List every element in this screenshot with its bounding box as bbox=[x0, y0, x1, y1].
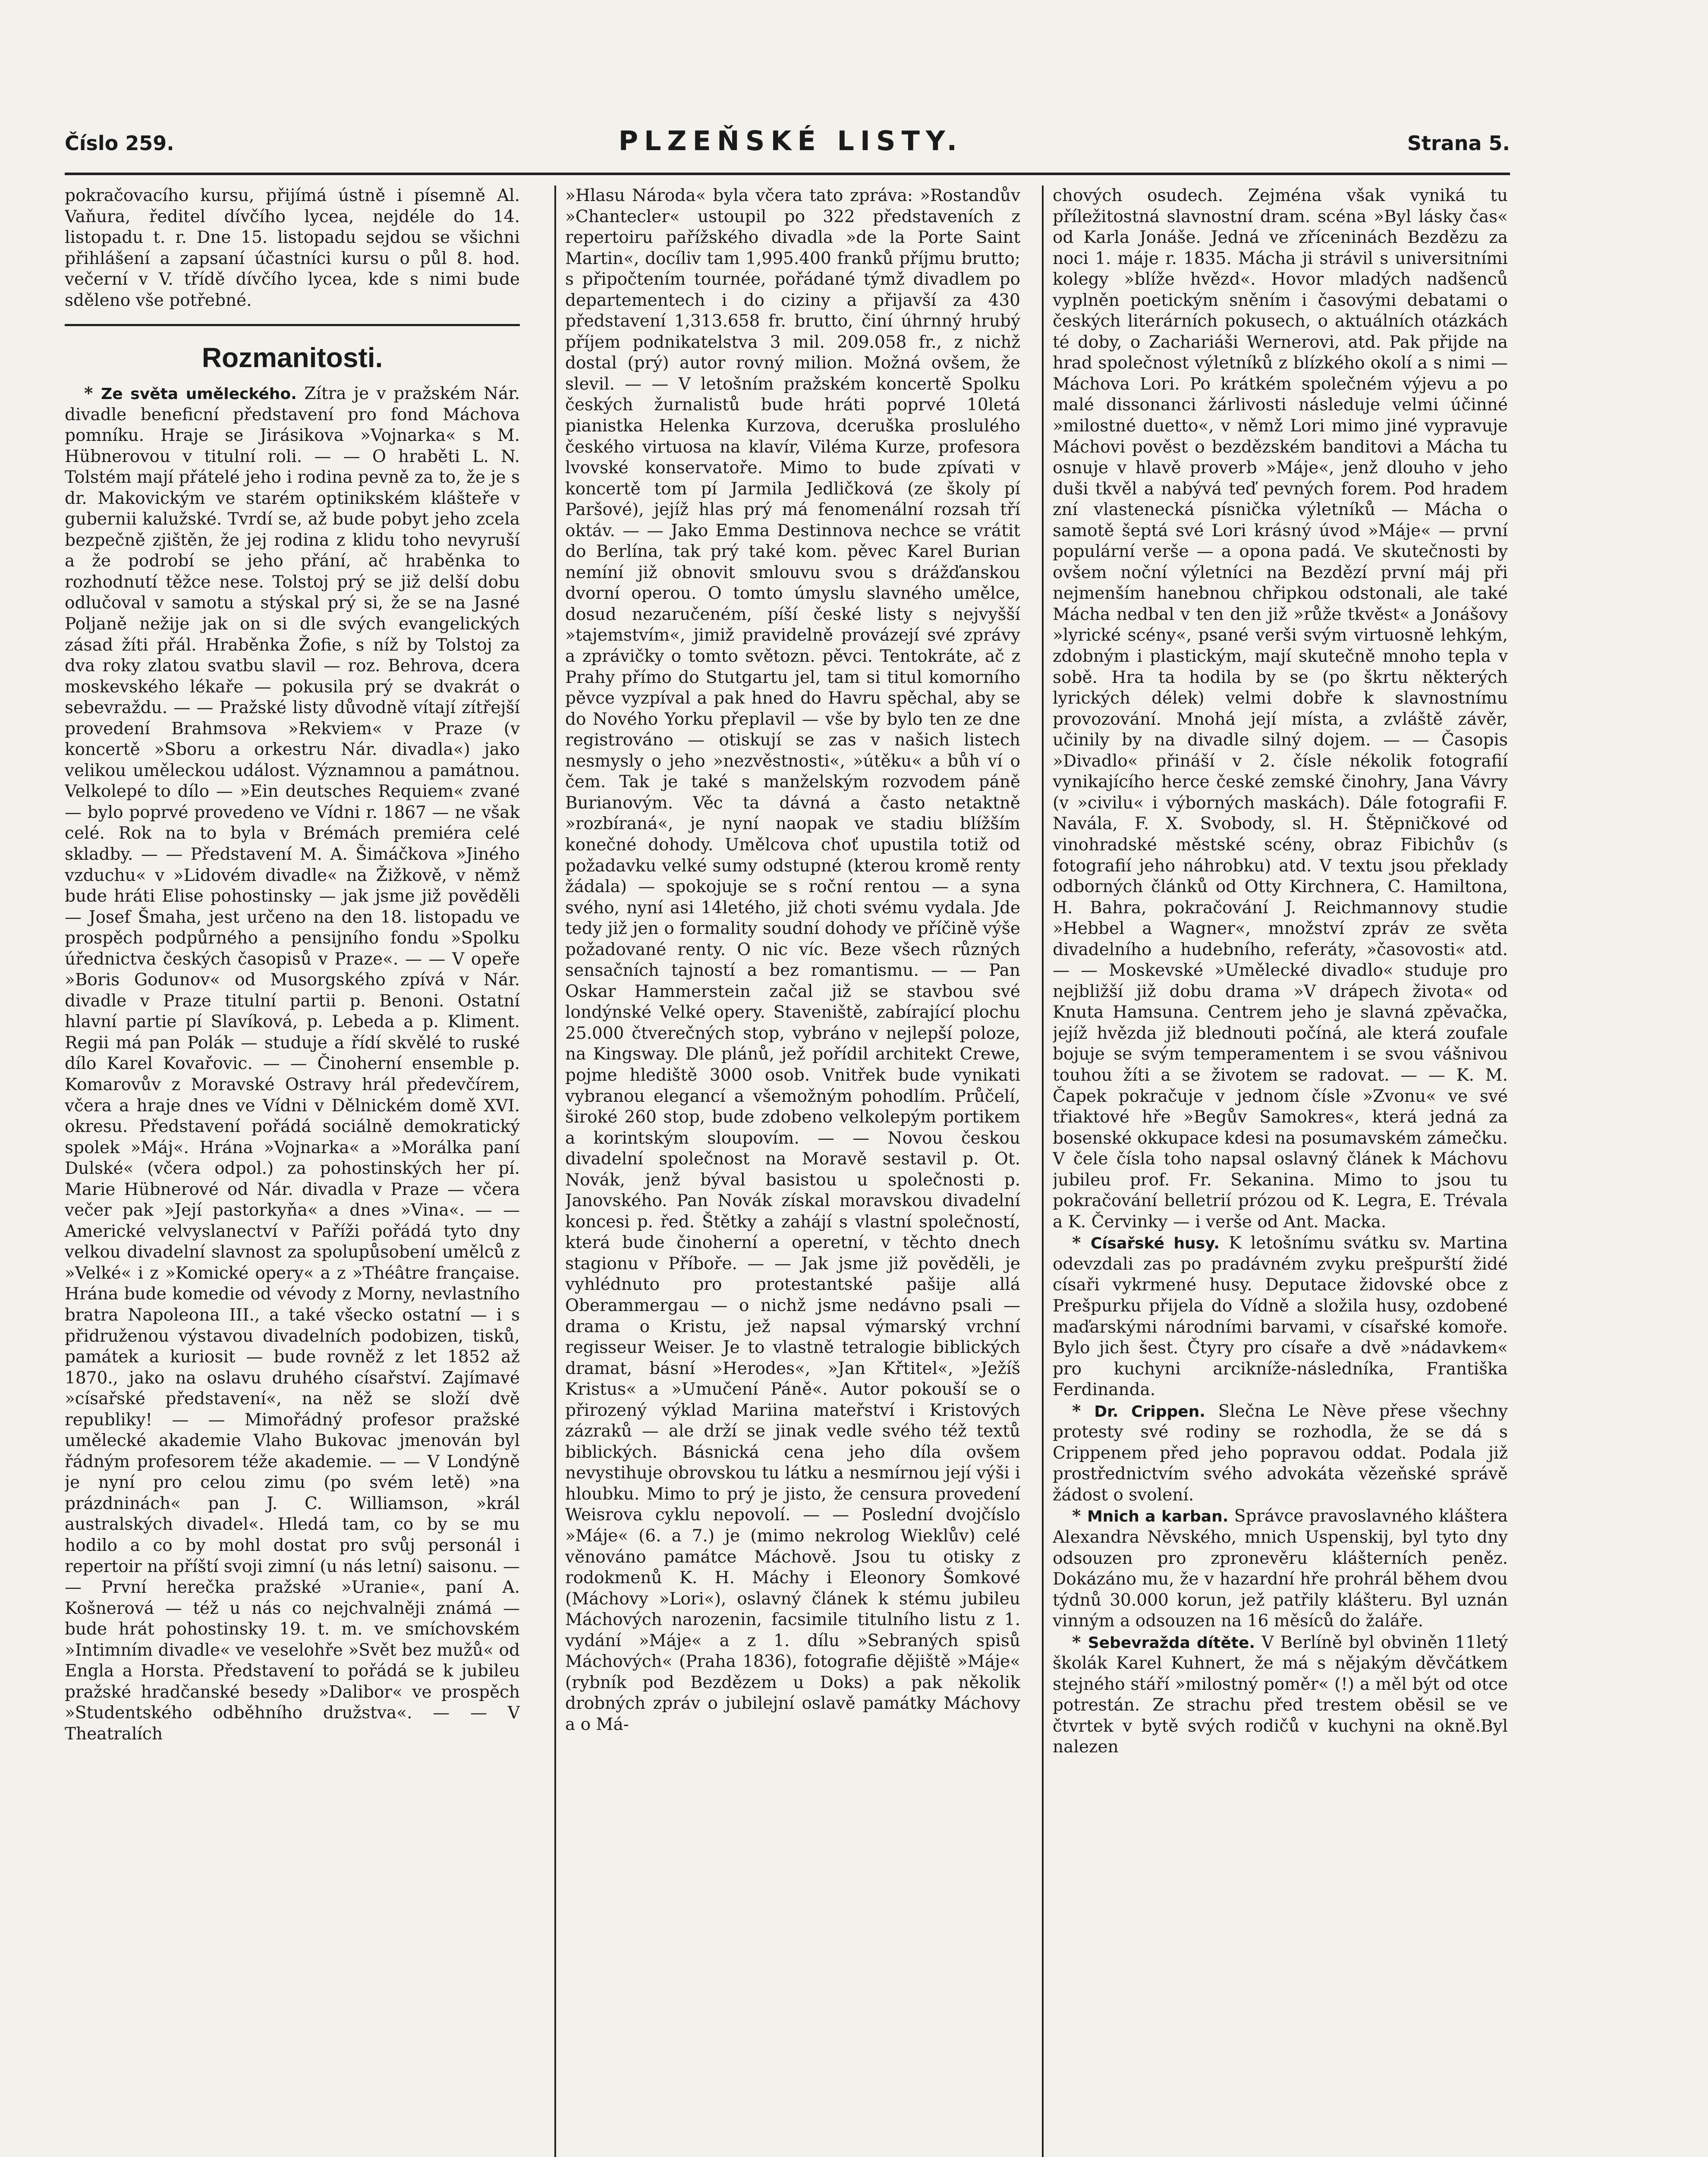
page-header bbox=[65, 125, 1510, 164]
article-art-world bbox=[65, 383, 520, 1745]
article-heading: Dr. Crippen. bbox=[1094, 1402, 1205, 1421]
star-marker: * bbox=[1072, 1233, 1091, 1253]
section-divider bbox=[65, 324, 520, 326]
article-body: Správce pravoslavného kláštera Alexandra Něvského, mnich Uspenskij, byl tyto dny odsouzen pro zpronevěru klášterních peněz. Dokázáno mu, že v hazardní hře prohrál během dvou týdnů 30.000 korun, jež patřily klášteru. Byl uznán vinným a odsouzen na 16 měsíců do žaláře. bbox=[1053, 1506, 1508, 1631]
masthead-title: PLZEŇSKÉ LISTY. bbox=[618, 125, 963, 157]
article-child-suicide bbox=[1053, 1632, 1508, 1758]
article-body: chových osudech. Zejména však vyniká tu příležitostná slavnostní dram. scéna »Byl lásky čas« od Karla Jonáše. Jedná ve zříceninách Bezdězu za noci 1. máje r. 1835. Mácha ji strávil s universitními kolegy »blíže hvězd«. Hovor mladých nadšenců vyplněn poetickým sněním i časovými debatami o českých literárních pokusech, o aktuálních otázkách té doby, o Zachariáši Wernerovi, atd. Pak přijde na hrad společnost výletníků z blízkého okolí a s nimi — Máchova Lori. Po krátkém společném výjevu a po malé dissonanci žárlivosti následuje velmi účinné »milostné duetto«, v němž Lori mimo jiné vypravuje Máchovi pověst o bezdězském banditovi a Mácha tu osnuje v hlavě proverb »Máje«, jenž dlouho v jeho duši tkvěl a nabývá teď pevných forem. Pod hradem zní vlastenecká písnička výletníků — Mácha o samotě šeptá své Lori krásný úvod »Máje« — první populární verše — a opona padá. Ve skutečnosti by ovšem noční výletníci na Bezdězí první máj při nejmenším hanebnou chřipkou odstonali, ale také Mácha nedbal v ten den již »růže tkvěst« a Jonášovy »lyrické scény«, psané verši svým virtuosně lehkým, zdobným i plastickým, mají skutečně mnoho tepla v sobě. Hra ta hodila by se (po škrtu některých lyrických délek) velmi dobře k slavnostnímu provozování. Mnohá její místa, a zvláště závěr, učinily by na divadle silný dojem. — — Časopis »Divadlo« přináší v 2. čísle nékolik fotografií vynikajícího herce české zemské činohry, Jana Vávry (v »civilu« i výborných maskách). Dále fotografii F. Navála, F. X. Svobody, sl. H. Štěpničkové od vinohradské městské scény, obraz Fibichův (s fotografií jeho náhrobku) atd. V textu jsou překlady odborných článků od Otty Kirchnera, C. Hamiltona, H. Bahra, pokračování J. Reichmannovy studie »Hebbel a Wagner«, množství zpráv ze světa divadelního a hudebního, referáty, »časovosti« atd. — — Moskevské »Umělecké divadlo« studuje pro nejbližší již dobu drama »V drápech života« od Knuta Hamsuna. Centrem jeho je slavná zpěvačka, jejíž hvězda již blednouti počíná, ale která zoufale bojuje se svým temperamentem i se svou vášnivou touhou žíti a se životem se radovat. — — K. M. Čapek pokračuje v jednom čísle »Zvonu« ve své třiaktové hře »Begův Samokres«, která jedná za bosenské okkupace kdesi na posumavském zámečku. V čele čísla toho napsal oslavný článek k Máchovu jubileu prof. Fr. Sekanina. Mimo to jsou tu pokračování belletrií prózou od K. Legra, E. Trévala a K. Červinky — i verše od Ant. Macka. bbox=[1053, 186, 1508, 1232]
page-number: Strana 5. bbox=[1407, 132, 1510, 155]
column-2 bbox=[565, 186, 1020, 2157]
column-1 bbox=[65, 186, 520, 2157]
article-heading: Ze světa uměleckého. bbox=[101, 385, 297, 403]
article-heading: Sebevražda dítěte. bbox=[1088, 1634, 1255, 1652]
article-heading: Císařské husy. bbox=[1090, 1235, 1220, 1253]
article-dr-crippen bbox=[1053, 1401, 1508, 1506]
star-marker: * bbox=[1072, 1401, 1095, 1421]
article-body: V Berlíně byl obviněn 11letý školák Karel Kuhnert, že má s nějakým děvčátkem stejného stáří »milostný poměr« (!) a měl být od otce potrestán. Ze strachu před trestem oběsil se ve čtvrtek v bytě svých rodičů v kuchyni na okně.Byl nalezen bbox=[1053, 1632, 1508, 1757]
section-title: Rozmanitosti. bbox=[201, 342, 383, 374]
column-3 bbox=[1053, 186, 1508, 2157]
article-body: Slečna Le Nève přese všechny protesty své rodiny se rozhodla, že se dá s Crippenem před jeho popravou oddat. Podala již prostřednictvím svého advokáta vězeňské správě žádost o svolení. bbox=[1053, 1401, 1508, 1505]
continued-paragraph: pokračovacího kursu, přijímá ústně i písemně Al. Vaňura, ředitel dívčího lycea, nejdéle do 14. listopadu t. r. Dne 15. listopadu sejdou se všichni přihlášení a zapsaní účastníci kursu o půl 8. hod. večerní v V. třídě dívčího lycea, kde s nimi bude sděleno vše potřebné. bbox=[65, 186, 520, 310]
star-marker: * bbox=[1072, 1506, 1087, 1526]
article-heading: Mnich a karban. bbox=[1087, 1508, 1229, 1526]
article-body: »Hlasu Národa« byla včera tato zpráva: »Rostandův »Chantecler« ustoupil po 322 představeních z repertoiru pařížského divadla »de la Porte Saint Martin«, docíliv tam 1,995.400 franků příjmu brutto; s připočtením tournée, pořádané týmž divadlem po departementech i do ciziny a přijavší za 430 představení 1,313.658 fr. brutto, činí úhrnný hrubý příjem podnikatelstva 3 mil. 209.058 fr., z nichž dostal (prý) autor rovný milion. Možná ovšem, že slevil. — — V letošním pražském koncertě Spolku českých žurnalistů bude hráti poprvé 10letá pianistka Helenka Kurzova, dceruška proslulého českého virtuosa na klavír, Viléma Kurze, profesora lvovské konservatoře. Mimo to bude zpívati v koncertě tom pí Jarmila Jedličková (ze školy pí Paršové), jejíž hlas prý má fenomenální rozsah tří oktáv. — — Jako Emma Destinnova nechce se vrátit do Berlína, tak prý také kom. pěvec Karel Burian nemíní již obnovit smlouvu svou s drážďanskou dvorní operou. O tomto úmyslu slavného umělce, dosud nezaručeném, píší české listy s nejvyšší »tajemstvím«, jimiž pravidelně provázejí své zprávy a zprávičky o tomto světozn. pěvci. Tentokráte, ač z Prahy přímo do Stutgartu jel, tam si titul komorního pěvce vyzpíval a pak hned do Havru spěchal, aby se do Nového Yorku přeplavil — vše by bylo ten ze dne registrováno — otiskují se zas v našich listech nesmysly o jeho »nezvěstnosti«, »útěku« a bůh ví o čem. Tak je také s manželským rozvodem páně Burianovým. Věc ta dávná a často netaktně »rozbíraná«, je nyní naopak ve stadiu blížším konečné dohody. Umělcova choť upustila totiž od požadavku velké sumy odstupné (kterou kromě renty žádala) — spokojuje se s roční rentou — a syna svého, nyní asi 14letého, již choti svému vydala. Jde tedy již jen o formality soudní dohody ve příčině výše požadované renty. O nic víc. Beze všech různých sensačních tajností a bez romantismu. — — Pan Oskar Hammerstein začal již se stavbou své londýnské Velké opery. Staveniště, zabírající plochu 25.000 čtverečných stop, vybráno v nejlepší poloze, na Kingsway. Dle plánů, jež pořídil architekt Crewe, pojme hlediště 3000 osob. Vnitřek bude vynikati vybranou elegancí a všemožným pohodlím. Průčelí, široké 260 stop, bude zdobeno velkolepým portikem a korintským sloupovím. — — Novou českou divadelní společnost na Moravě sestavil p. Ot. Novák, jenž býval basistou u společnosti p. Janovského. Pan Novák získal moravskou divadelní koncesi p. řed. Štětky a zahájí s vlastní společností, která bude činoherní a operetní, v těchto dnech stagionu v Příboře. — — Jak jsme již pověděli, je vyhlédnuto pro protestantské pašije allá Oberammergau — o nichž jsme nedávno psali — drama o Kristu, jež napsal výmarský vrchní regisseur Weiser. Je to vlastně tetralogie biblických dramat, básní »Herodes«, »Jan Křtitel«, »Ježíš Kristus« a »Umučení Páně«. Autor pokouší se o přirozený výklad Mariina mateřství i Kristových zázraků — ale drží se jinak vedle svého též textů biblických. Básnická cena jeho díla ovšem nevystihuje obrovskou tu látku a nesmírnou její výši i hloubku. Mimo to prý je jisto, že censura provedení Weisrova cyklu nepovolí. — — Poslední dvojčíslo »Máje« (6. a 7.) je (mimo nekrolog Wieklův) celé věnováno památce Máchově. Jsou tu otisky z rodokmenů K. H. Máchy i Eleonory Šomkové (Máchovy »Lori«), oslavný článek k stému jubileu Máchových narozenin, facsimile titulního listu z 1. vydání »Máje« a z 1. dílu »Sebraných spisů Máchových« (Praha 1836), fotografie dějiště »Máje« (rybník pod Bezdězem u Doks) a pak několik drobných zpráv o jubilejní oslavě památky Máchovy a o Má- bbox=[565, 186, 1020, 1734]
column-divider bbox=[554, 186, 556, 2157]
article-imperial-geese bbox=[1053, 1233, 1508, 1400]
issue-number: Číslo 259. bbox=[65, 132, 174, 155]
column-divider bbox=[1042, 186, 1044, 2157]
article-body: Zítra je v pražském Nár. divadle beneficní představení pro fond Máchova pomníku. Hraje se Jirásikova »Vojnarka« s M. Hübnerovou v titulní roli. — — O hraběti L. N. Tolstém mají přátelé jeho i rodina pevně za to, že je s dr. Makovickým ve starém optinikském klášteře v gubernii kalužské. Tvrdí se, až bude pobyt jeho zcela bezpečně zjištěn, že jej rodina z klidu toho nevyruší a že podrobí se jeho přání, ač hraběnka to rozhodnutí těžce nese. Tolstoj prý se již delší dobu odlučoval v samotu a stýskal prý si, že se na Jasné Poljaně nežije jak on si dle svých evangelických zásad žíti přál. Hraběnka Žofie, s níž by Tolstoj za dva roky zlatou svatbu slavil — roz. Behrova, dcera moskevského lékaře — pokusila prý se dvakrát o sebevraždu. — — Pražské listy důvodně vítají zítřejší provedení Brahmsova »Rekviem« v Praze (v koncertě »Sboru a orkestru Nár. divadla«) jako velikou uměleckou událost. Významnou a památnou. Velkolepé to dílo — »Ein deutsches Requiem« zvané — bylo poprvé provedeno ve Vídni r. 1867 — ne však celé. Rok na to byla v Brémách premiéra celé skladby. — — Představení M. A. Šimáčkova »Jiného vzduchu« v »Lidovém divadle« na Žižkově, v němž bude hráti Elise pohostinsky — jak jsme již pověděli — Josef Šmaha, jest určeno na den 18. listopadu ve prospěch podpůrného a pensijního fondu »Spolku úřednictva českých časopisů v Praze«. — — V opeře »Boris Godunov« od Musorgského zpívá v Nár. divadle v Praze titulní partii p. Benoni. Ostatní hlavní partie pí Slavíková, p. Lebeda a p. Kliment. Regii má pan Polák — studuje a řídí skvělé to ruské dílo Karel Kovařovic. — — Činoherní ensemble p. Komarovův z Moravské Ostravy hrál předevčírem, včera a hraje dnes ve Vídni v Dělnickém domě XVI. okresu. Představení pořádá sociálně demokratický spolek »Máj«. Hrána »Vojnarka« a »Morálka paní Dulské« (včera odpol.) za pohostinských her pí. Marie Hübnerové od Nár. divadla v Praze — včera večer pak »Její pastorkyňa« a dnes »Vina«. — — Americké velvyslanectví v Paříži pořádá tyto dny velkou divadelní slavnost za spolupůsobení umělců z »Velké« i z »Komické opery« a z »Théâtre française. Hrána bude komedie od vévody z Morny, nevlastního bratra Napoleona III., a také všecko ostatní — i s přidruženou výstavou divadelních podobizen, tisků, památek a kuriosit — bude rovněž z let 1852 až 1870., jako na oslavu druhého císařství. Zajímavé »císařské představení«, na něž se složí dvě republiky! — — Mimořádný profesor pražské umělecké akademie Vlaho Bukovac jmenován byl řádným profesorem téže akademie. — — V Londýně je nyní pro celou zimu (po svém letě) »na prázdninách« pan J. C. Williamson, »král australských divadel«. Hledá tam, co by se mu hodilo a co by mohl dostat pro svůj personál i repertoir na příští svoji zimní (u nás letní) saisonu. — — První herečka pražské »Uranie«, paní A. Košnerová — též u nás co nejchvalněji známá — bude hrát pohostinsky 19. t. m. ve smíchovském »Intimním divadle« ve veselohře »Svět bez mužů« od Engla a Horsta. Představení to pořádá se k jubileu pražské hradčanské besedy »Dalibor« ve prospěch »Studentského odběhního družstva«. — — V Theatralích bbox=[65, 384, 520, 1744]
header-rule bbox=[65, 173, 1510, 175]
star-marker: * bbox=[84, 383, 101, 403]
article-body: K letošnímu svátku sv. Martina odevzdali zas po pradávném zvyku prešpurští židé císaři vykrmené husy. Deputace židovské obce z Prešpurku přijela do Vídně a složila husy, ozdobené maďarskými národními barvami, v císařské komoře. Bylo jich šest. Čtyry pro císaře a dvě »nádavkem« pro kuchyni arcikníže-následníka, Františka Ferdinanda. bbox=[1053, 1233, 1508, 1400]
star-marker: * bbox=[1072, 1632, 1088, 1652]
article-monk-gambling bbox=[1053, 1506, 1508, 1632]
